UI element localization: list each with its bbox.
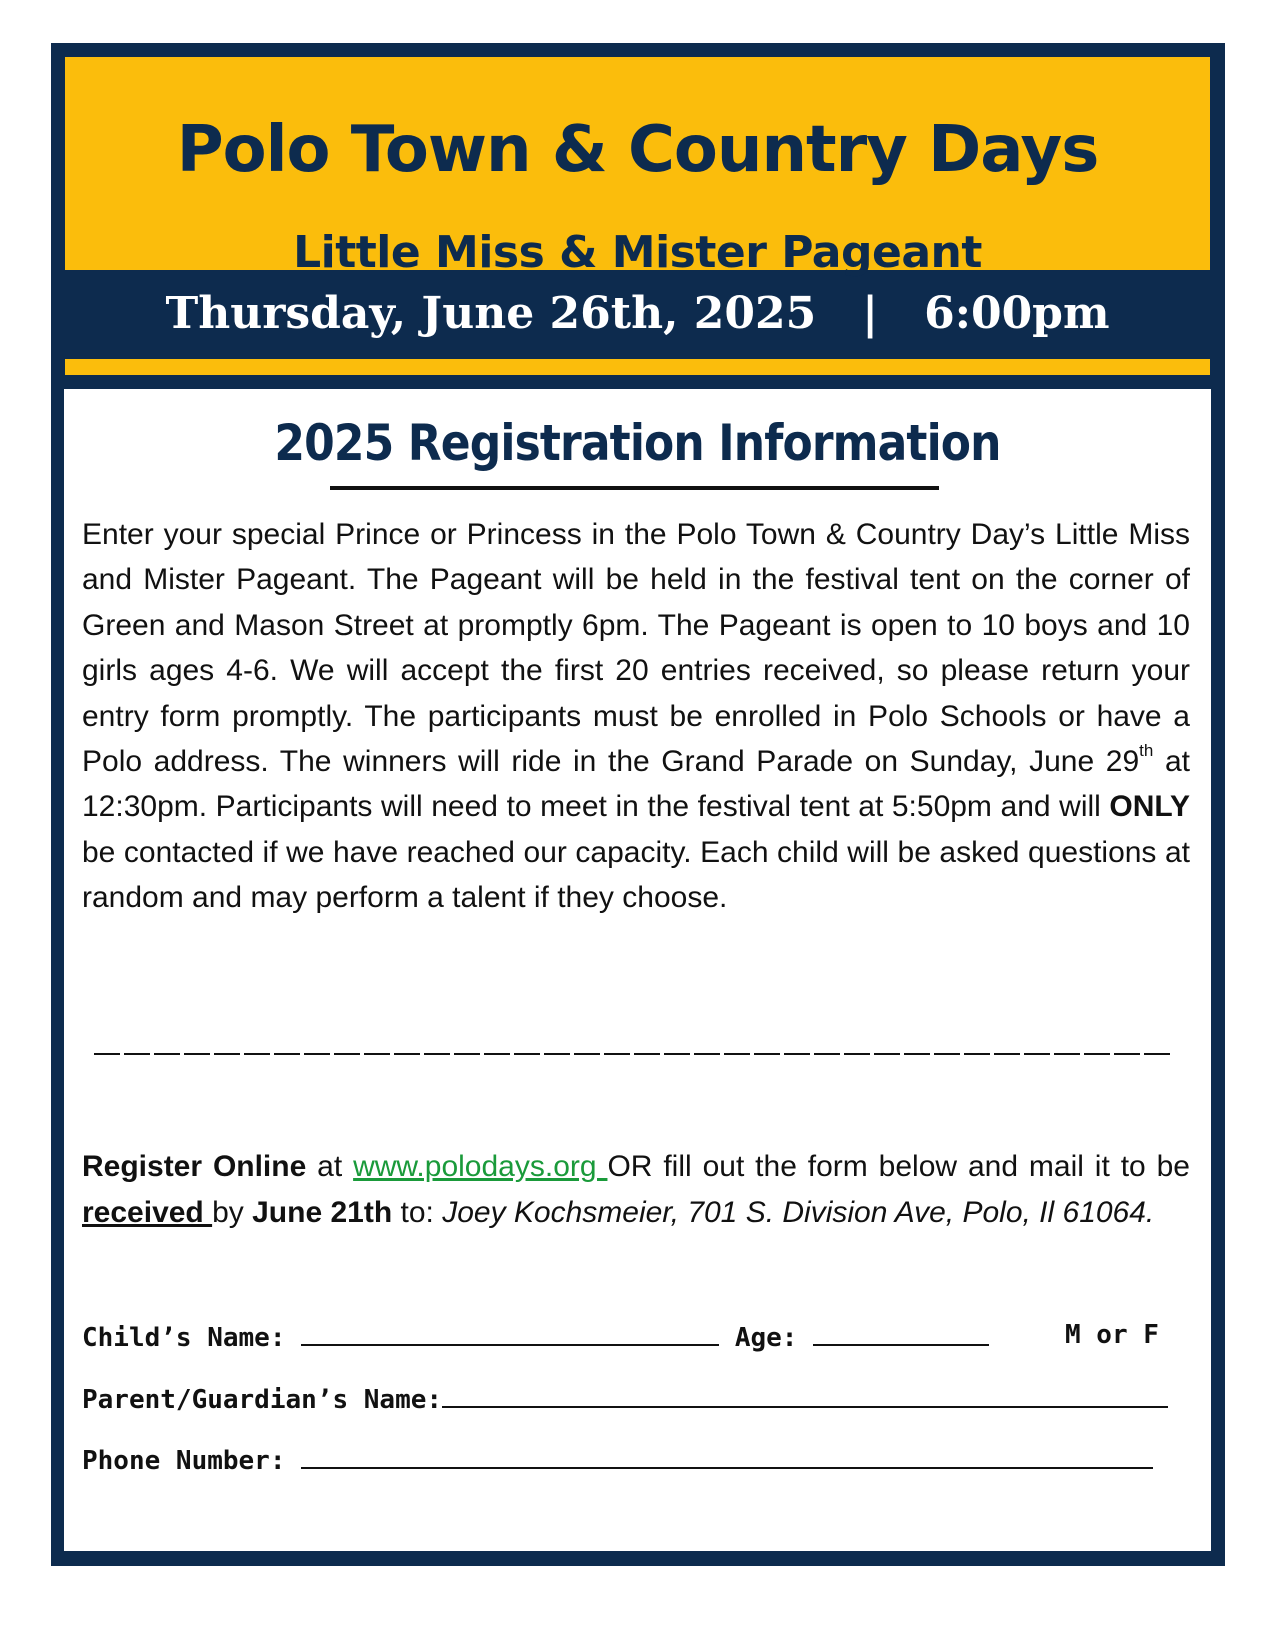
age-label: Age: — [734, 1323, 798, 1353]
parent-name-field[interactable] — [442, 1380, 1168, 1408]
child-info-row — [82, 1318, 989, 1355]
register-at-text: at — [306, 1150, 354, 1183]
mailing-address: Joey Kochsmeier, 701 S. Division Ave, Polo, Il 61064. — [442, 1195, 1155, 1229]
dashed-separator — [94, 1048, 1170, 1060]
parent-info-row — [82, 1380, 1168, 1417]
parent-name-label: Parent/Guardian’s Name: — [82, 1385, 443, 1415]
age-field[interactable] — [813, 1318, 989, 1346]
pageant-subtitle: Little Miss & Mister Pageant — [293, 227, 982, 278]
info-text-part-3: be contacted if we have reached our capacity. Each child will be asked questions at random and may perform a talent if they choose. — [82, 835, 1190, 915]
heading-underline — [330, 486, 939, 490]
register-online-paragraph — [82, 1144, 1190, 1235]
phone-label: Phone Number: — [82, 1446, 286, 1476]
date-suffix: th — [1139, 741, 1154, 761]
info-text-part-1: Enter your special Prince or Princess in the Polo Town & Country Day’s Little Miss and Mister Pageant. The Pageant will be held in the festival tent on the corner of Green and Mason Street at promptly 6pm. The Pageant is open to 10 boys and 10 girls ages 4-6. We will accept the first 20 entries received, so please return your entry form promptly. The participants must be enrolled in Polo Schools or have a Polo address. The winners will ride in the Grand Parade on Sunday, June 29 — [82, 518, 1190, 779]
sex-label: M or F — [1065, 1320, 1159, 1350]
received-emphasis: received — [82, 1195, 213, 1229]
registration-heading: 2025 Registration Information — [274, 414, 1001, 472]
event-title: Polo Town & Country Days — [176, 113, 1099, 187]
phone-info-row — [82, 1441, 1153, 1478]
deadline-date: June 21th — [252, 1195, 393, 1229]
registration-info-paragraph — [82, 512, 1190, 921]
child-name-label: Child’s Name: — [82, 1323, 286, 1353]
info-text-emphasis: ONLY — [1109, 790, 1190, 824]
phone-number-field[interactable] — [301, 1441, 1153, 1469]
register-mid-text: OR fill out the form below and mail it to be — [607, 1150, 1190, 1183]
info-text-part-2: at 12:30pm. Participants will need to meet in the festival tent at 5:50pm and will — [82, 745, 1190, 824]
child-name-field[interactable] — [301, 1318, 719, 1346]
register-online-label: Register Online — [82, 1150, 307, 1183]
website-link[interactable]: www.polodays.org — [353, 1150, 608, 1183]
register-by-text: by — [212, 1195, 253, 1229]
register-to-text: to: — [392, 1195, 443, 1229]
title-banner — [65, 57, 1210, 278]
gold-divider-strip — [65, 359, 1210, 375]
date-time-banner: Thursday, June 26th, 2025 | 6:00pm — [165, 288, 1110, 339]
